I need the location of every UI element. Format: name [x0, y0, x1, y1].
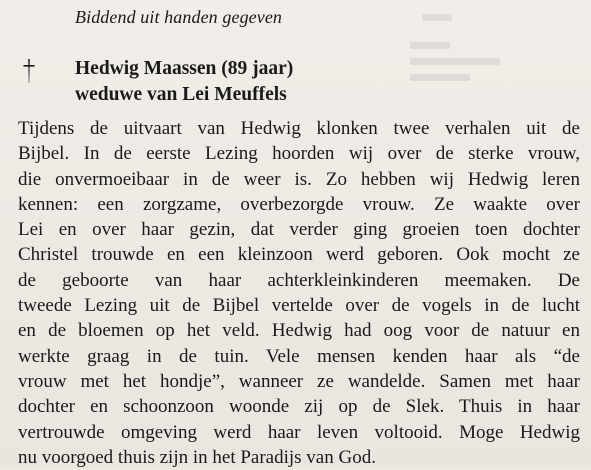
- deceased-spouse: weduwe van Lei Meuffels: [75, 84, 287, 105]
- paragraph-line: nu voorgoed thuis zijn in het Paradijs van God.: [18, 446, 376, 468]
- section-heading: Biddend uit handen gegeven: [75, 7, 283, 27]
- paragraph-line: die onvermoeibaar in de weer is. Zo hebben wij Hedwig leren: [18, 168, 580, 190]
- paragraph-line: vrouw met het hondje”, wanneer ze wandelde. Samen met haar: [18, 370, 580, 392]
- deceased-heading: [75, 56, 293, 108]
- paragraph-line: Tijdens de uitvaart van Hedwig klonken twee verhalen uit de: [18, 118, 580, 139]
- deceased-name: Hedwig Maassen (89 jaar): [75, 58, 294, 79]
- latin-cross-icon: [22, 58, 36, 84]
- paragraph-line: kennen: een zorgzame, overbezorgde vrouw. Ze waakte over: [18, 193, 580, 215]
- paragraph-line: Lei en over haar gezin, dat verder ging groeien toen dochter: [18, 219, 580, 241]
- paragraph-line: Bijbel. In de eerste Lezing hoorden wij over de sterke vrouw,: [18, 143, 580, 165]
- paragraph-line: vertrouwde omgeving werd haar leven voltooid. Moge Hedwig: [18, 421, 580, 443]
- paragraph-line: Christel trouwde en een kleinzoon werd geboren. Ook mocht ze: [18, 244, 580, 266]
- paragraph-line: en de bloemen op het veld. Hedwig had oog voor de natuur en: [18, 320, 580, 342]
- reverse-side-bleed-through: [370, 0, 591, 100]
- paragraph-line: dochter en schoonzoon woonde zij op de Slek. Thuis in haar: [18, 396, 580, 418]
- obituary-paragraph: [18, 116, 580, 470]
- paragraph-line: werkte graag in de tuin. Vele mensen kenden haar als “de: [18, 345, 580, 367]
- paragraph-line: de geboorte van haar achterkleinkinderen meemaken. De: [18, 269, 580, 291]
- paragraph-line: tweede Lezing uit de Bijbel vertelde over de vogels in de lucht: [18, 295, 580, 317]
